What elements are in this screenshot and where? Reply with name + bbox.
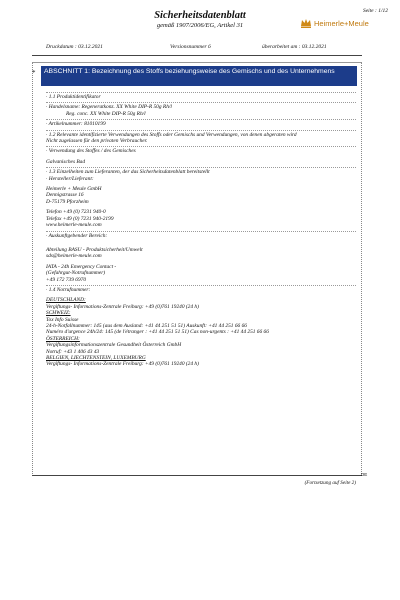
line-text: ÖSTERREICH: <box>46 335 80 342</box>
line-text: Tox Info Suisse <box>46 316 79 323</box>
line-text: Notruf: +43 1 406 43 43 <box>46 348 100 355</box>
continued-note: (Fortsetzung auf Seite 2) <box>304 480 356 486</box>
text-line <box>46 222 356 228</box>
line-text: Dennigstrasse 16 <box>46 192 84 199</box>
line-text: Vergiftungs- Informations-Zentrale Freiburg: +49 (0)761 19240 (24 h) <box>46 361 199 368</box>
line-text: · 1.2 Relevante identifizierte Verwendungen des Stoffs oder Gemischs und Verwendungen, von denen abgeraten wird <box>46 131 297 138</box>
line-text: Numéro d'urgence 24h/24: 145 (de l'étranger : +41 44 251 51 51) Cas non-urgents : +41 44 251 66 66 <box>46 329 269 336</box>
line-text: BELGIEN, LIECHTENSTEIN, LUXEMBURG <box>46 355 146 361</box>
line-text: · Auskunftgebender Bereich: <box>46 232 108 239</box>
line-text: Telefax +49 (0) 7231 940-2199 <box>46 215 114 222</box>
text-line <box>46 130 356 138</box>
revision-date: überarbeitet am : 03.12.2021 <box>262 44 327 50</box>
text-line <box>46 159 356 165</box>
line-text: D-75179 Pforzheim <box>46 198 89 205</box>
section-1-content <box>46 90 356 368</box>
line-text: · 1.1 Produktidentifikator <box>46 94 101 100</box>
line-text: Heimerle + Meule GmbH <box>46 186 102 193</box>
text-line <box>46 361 356 367</box>
footer-rule <box>32 475 362 476</box>
line-text: sds@heimerle-meule.com <box>46 253 102 260</box>
page-number: Seite : 1/12 <box>362 8 388 14</box>
regulation-subtitle: gemäß 1907/2006/EG, Artikel 31 <box>156 22 244 29</box>
line-text: · Verwendung des Stoffes / des Gemisches <box>46 148 136 155</box>
text-line <box>46 138 356 144</box>
document-title: Sicherheitsdatenblatt <box>154 10 246 21</box>
line-text: Galvanisches Bad <box>46 158 86 165</box>
line-text: 24-h-Notfallnummer: 145 (aus dem Ausland: +41 44 251 51 51) Auskunft: +41 44 251 66 66 <box>46 322 247 329</box>
change-marker: * <box>32 69 36 77</box>
text-line <box>46 119 356 127</box>
line-text: IATA - 24h Emergency Contact - <box>46 263 117 270</box>
line-text: · Hersteller/Lieferant: <box>46 175 94 182</box>
line-text: (Gefahrgut-Notrufnummer) <box>46 270 106 277</box>
line-text: Vergiftungs- Informations-Zentrale Freiburg: +49 (0)761 19240 (24 h) <box>46 303 199 310</box>
line-text: · Artikelnummer: 81010199 <box>46 121 106 128</box>
logo-text: Heimerle+Meule <box>314 18 369 28</box>
text-line <box>46 92 356 100</box>
line-text: DEUTSCHLAND: <box>46 297 86 304</box>
text-line <box>46 277 356 283</box>
company-logo <box>300 17 369 29</box>
text-line <box>46 146 356 154</box>
version-number: Versionsnummer 6 <box>170 44 211 50</box>
text-line <box>46 285 356 293</box>
line-text: · Handelsname: Regeneratkonz. XX White DIP-R 50g Rh/l <box>46 104 172 111</box>
crown-logo-icon <box>300 17 312 29</box>
line-text: · 1.4 Notrufnummer: <box>46 286 91 293</box>
section-1-banner: ABSCHNITT 1: Bezeichnung des Stoffs beziehungsweise des Gemischs und des Unternehmens <box>41 66 357 86</box>
line-text: Telefon +49 (0) 7231 940-0 <box>46 209 106 216</box>
line-text: Vergiftungsinformationszentrale Gesundheit Österreich GmbH <box>46 342 182 349</box>
line-text: www.heimerle-meule.com <box>46 222 102 229</box>
line-text: Abteilung BASU - Produktsicherheit/Umwelt <box>46 246 143 253</box>
line-text: Nicht zugelassen für den privaten Verbraucher. <box>46 138 148 145</box>
line-text: · 1.3 Einzelheiten zum Lieferanten, der das Sicherheitsdatenblatt bereitstellt <box>46 169 210 176</box>
language-code: DE <box>361 472 368 477</box>
text-line <box>46 111 356 117</box>
text-line <box>46 231 356 239</box>
text-line <box>46 102 356 110</box>
header-rule <box>32 55 362 56</box>
text-line <box>46 167 356 175</box>
line-text: Reg. conc. XX White DIP-R 50g Rh/l <box>66 110 146 117</box>
print-date: Druckdatum : 03.12.2021 <box>46 44 103 50</box>
line-text: SCHWEIZ: <box>46 310 71 317</box>
line-text: +49 172 739 6970 <box>46 276 87 283</box>
